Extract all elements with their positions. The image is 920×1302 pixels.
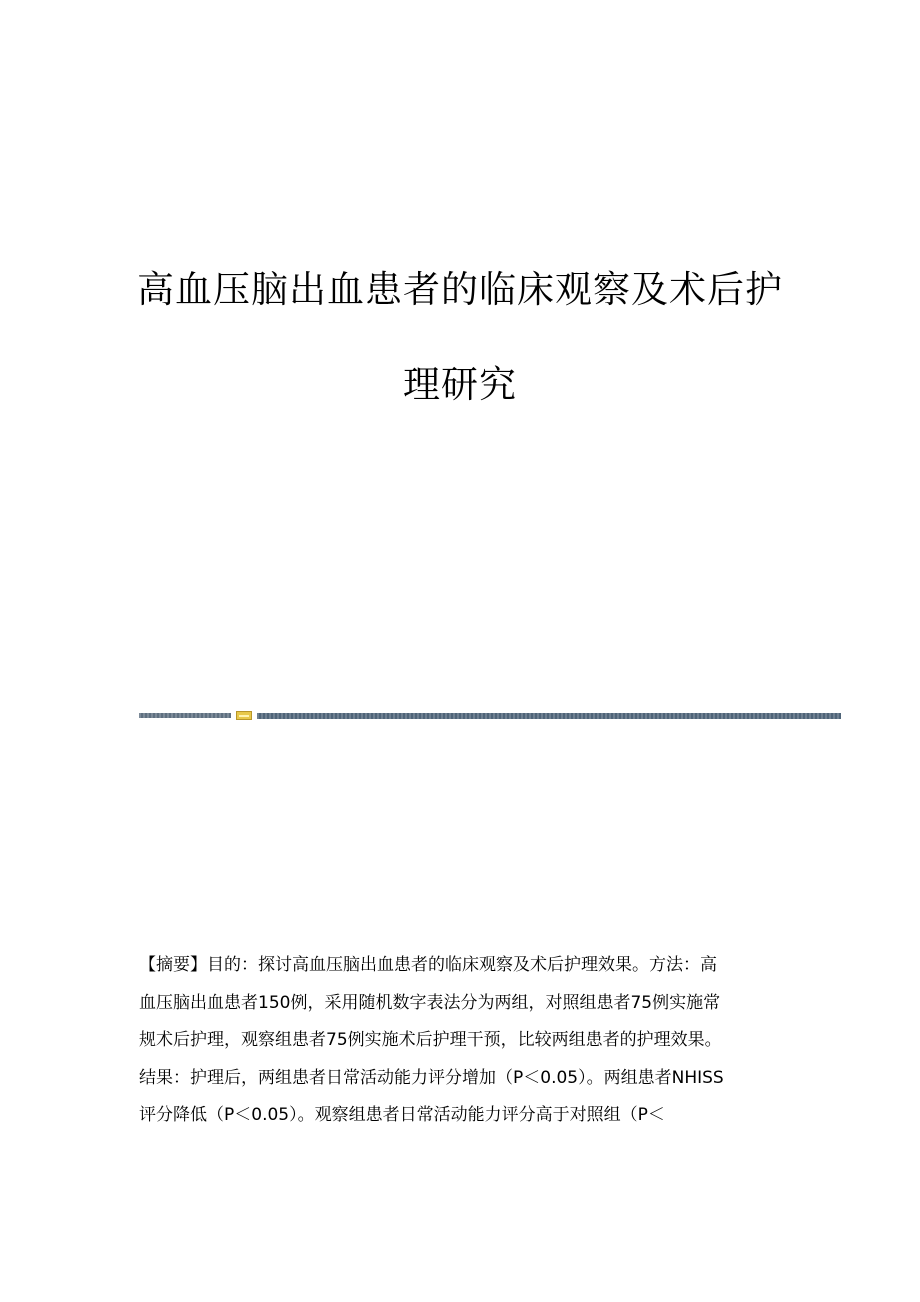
- divider-left-bar: [139, 713, 231, 718]
- document-title-line-1: 高血压脑出血患者的临床观察及术后护: [137, 268, 783, 311]
- abstract-line-5: 评分降低（P＜0.05）。观察组患者日常活动能力评分高于对照组（P＜: [139, 1105, 665, 1125]
- abstract-line-4: 结果：护理后，两组患者日常活动能力评分增加（P＜0.05）。两组患者NHISS: [139, 1067, 724, 1088]
- section-divider: [139, 711, 841, 720]
- abstract-line-1: 【摘要】目的：探讨高血压脑出血患者的临床观察及术后护理效果。方法：高: [139, 955, 717, 975]
- abstract-line-3: 规术后护理，观察组患者75例实施术后护理干预，比较两组患者的护理效果。: [139, 1030, 722, 1050]
- abstract-paragraph: [139, 947, 781, 1135]
- divider-right-bar: [257, 713, 841, 719]
- divider-ornament-icon: [236, 711, 252, 720]
- document-title-line-2: 理研究: [403, 363, 517, 406]
- abstract-line-2: 血压脑出血患者150例，采用随机数字表法分为两组，对照组患者75例实施常: [139, 992, 721, 1013]
